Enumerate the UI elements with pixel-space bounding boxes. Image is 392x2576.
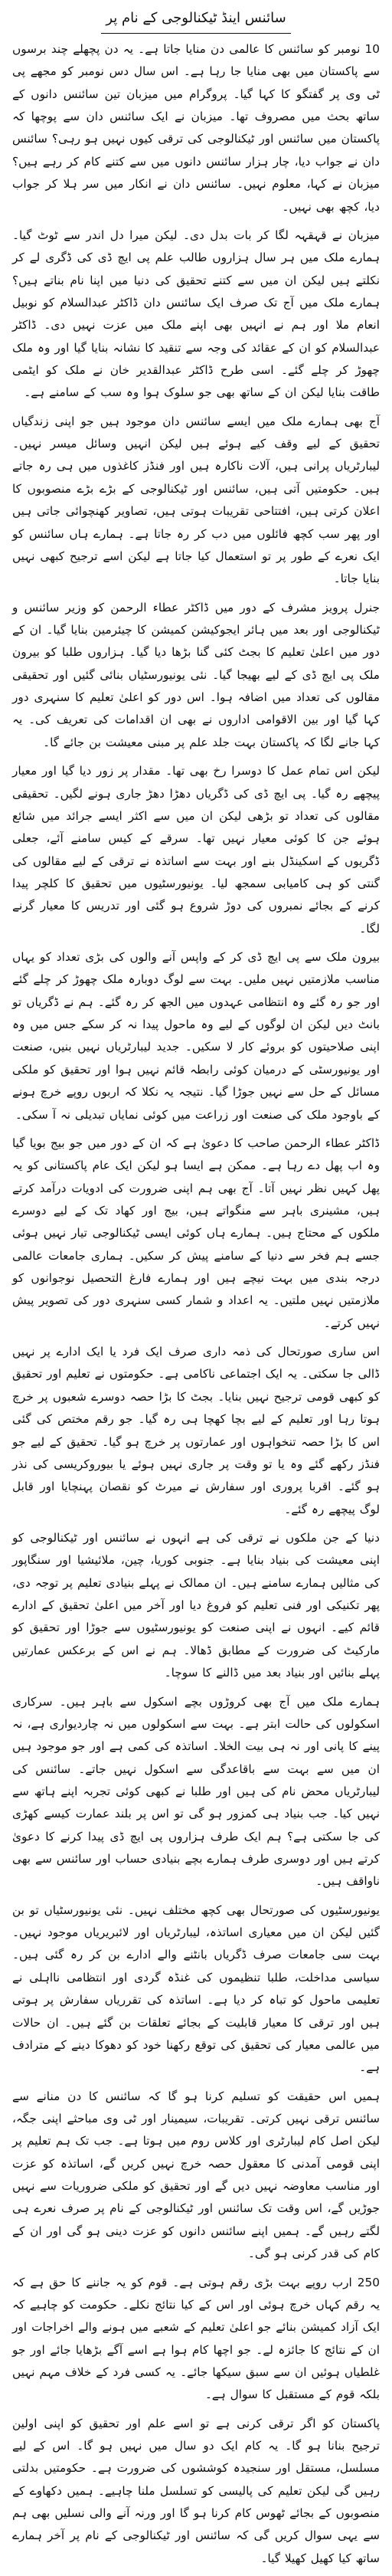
paragraph: آج بھی ہمارے ملک میں ایسے سائنس دان موجود ہیں جو اپنی زندگیاں تحقیق کے لیے وقف کیے ہوئے ہیں لیکن انہیں وسائل میسر نہیں۔ لیبارٹریاں پرانی ہیں، آلات ناکارہ ہیں اور فنڈز کاغذوں میں ہی رہ جاتے ہیں۔ حکومتیں آتی ہیں، سائنس اور ٹیکنالوجی کے بڑے بڑے منصوبوں کا اعلان کرتی ہیں، افتتاحی تقریبات ہوتی ہیں، تصاویر کھنچوائی جاتی ہیں اور پھر سب کچھ فائلوں میں دب کر رہ جاتا ہے۔ ہمارے ہاں سائنس کو ایک نعرے کے طور پر تو استعمال کیا جاتا ہے لیکن اسے ترجیح کبھی نہیں بنایا جاتا۔ [12, 414, 380, 586]
paragraph: اس ساری صورتحال کی ذمہ داری صرف ایک فرد یا ایک ادارے پر نہیں ڈالی جا سکتی۔ یہ ایک اجتماعی ناکامی ہے۔ حکومتوں نے تعلیم اور تحقیق کو کبھی قومی ترجیح نہیں بنایا۔ بجٹ کا بڑا حصہ دوسرے شعبوں پر خرچ ہوتا رہا اور تعلیم کے لیے بچا کھچا ہی رہ گیا۔ جو رقم مختص کی گئی اس کا بڑا حصہ تنخواہوں اور عمارتوں پر خرچ ہو گیا۔ تحقیق کے لیے جو فنڈز رکھے گئے وہ یا تو وقت پر جاری نہیں ہوئے یا بیوروکریسی کی نذر ہو گئے۔ اقربا پروری اور سفارش نے میرٹ کو نقصان پہنچایا اور قابل لوگ پیچھے رہ گئے۔ [12, 1345, 380, 1516]
paragraph: دنیا کے جن ملکوں نے ترقی کی ہے انہوں نے سائنس اور ٹیکنالوجی کو اپنی معیشت کی بنیاد بنایا ہے۔ جنوبی کوریا، چین، ملائیشیا اور سنگاپور کی مثالیں ہمارے سامنے ہیں۔ ان ممالک نے پہلے بنیادی تعلیم پر توجہ دی، پھر تکنیکی اور فنی تعلیم کو فروغ دیا اور آخر میں اعلیٰ تحقیق کے ادارے قائم کیے۔ انہوں نے اپنی صنعت کو یونیورسٹیوں سے جوڑا اور تحقیق کو مارکیٹ کی ضرورت کے مطابق ڈھالا۔ ہم نے اس کے برعکس عمارتیں پہلے بنائیں اور بنیاد بعد میں ڈالنے کا سوچا۔ [12, 1531, 380, 1680]
headline-box [101, 6, 290, 34]
paragraph: ہمارے ملک میں آج بھی کروڑوں بچے اسکول سے باہر ہیں۔ سرکاری اسکولوں کی حالت ابتر ہے۔ بہت سے اسکولوں میں نہ چاردیواری ہے، نہ پینے کا پانی اور نہ ہی بیت الخلا۔ اساتذہ کی کمی ہے اور جو موجود ہیں ان میں سے بہت سے باقاعدگی سے اسکول نہیں جاتے۔ سائنس کی لیبارٹریاں محض نام کی ہیں اور طلبا نے کبھی کوئی تجربہ اپنے ہاتھ سے نہیں کیا۔ جب بنیاد ہی کمزور ہو گی تو اس پر بلند عمارت کیسے کھڑی کی جا سکتی ہے؟ ہم ایک طرف ہزاروں پی ایچ ڈی پیدا کرنے کا دعویٰ کرتے ہیں اور دوسری طرف ہمارے بچے بنیادی حساب اور سائنس سے بھی ناواقف ہیں۔ [12, 1694, 380, 1889]
paragraph: لیکن اس تمام عمل کا دوسرا رخ بھی تھا۔ مقدار پر زور دیا گیا اور معیار پیچھے رہ گیا۔ پی ایچ ڈی کی ڈگریاں دھڑا دھڑ جاری ہونے لگیں۔ تحقیقی مقالوں کی تعداد تو بڑھی لیکن ان میں سے اکثر ایسے جرائد میں شائع ہوئے جن کا کوئی معیار نہیں تھا۔ سرقے کے کیس سامنے آئے، جعلی ڈگریوں کے اسکینڈل بنے اور بہت سے اساتذہ نے ترقی کے لیے مقالوں کی گنتی کو ہی کامیابی سمجھ لیا۔ یونیورسٹیوں میں تحقیق کا کلچر پیدا کرنے کے بجائے نمبروں کی دوڑ شروع ہو گئی اور تدریس کا معیار گرنے لگا۔ [12, 764, 380, 936]
paragraph: جنرل پرویز مشرف کے دور میں ڈاکٹر عطاء الرحمن کو وزیر سائنس و ٹیکنالوجی اور بعد میں ہائر ایجوکیشن کمیشن کا چیئرمین بنایا گیا۔ ان کے دور میں اعلیٰ تعلیم کا بجٹ کئی گنا بڑھا دیا گیا۔ ہزاروں طلبا کو بیرون ملک پی ایچ ڈی کے لیے بھیجا گیا۔ نئی یونیورسٹیاں بنائی گئیں اور تحقیقی مقالوں کی تعداد میں اضافہ ہوا۔ اس دور کو اعلیٰ تعلیم کا سنہری دور کہا گیا اور بین الاقوامی اداروں نے بھی ان اقدامات کی تعریف کی۔ یہ کہا جانے لگا کہ پاکستان بہت جلد علم پر مبنی معیشت بن جائے گا۔ [12, 600, 380, 749]
paragraph: بیرون ملک سے پی ایچ ڈی کر کے واپس آنے والوں کی بڑی تعداد کو یہاں مناسب ملازمتیں نہیں ملیں۔ بہت سے لوگ دوبارہ ملک چھوڑ کر چلے گئے اور جو رہ گئے وہ انتظامی عہدوں میں الجھ کر رہ گئے۔ ہم نے ڈگریاں تو بانٹ دیں لیکن ان لوگوں کے لیے وہ ماحول پیدا نہ کر سکے جس میں وہ اپنی صلاحیتوں کو بروئے کار لا سکیں۔ جدید لیبارٹریاں نہیں بنیں، صنعت اور یونیورسٹی کے درمیان کوئی رابطہ قائم نہیں ہوا اور تحقیق کو ملکی مسائل کے حل سے نہیں جوڑا گیا۔ نتیجہ یہ نکلا کہ اربوں روپے خرچ ہونے کے باوجود ملک کی صنعت اور زراعت میں کوئی نمایاں تبدیلی نہ آ سکی۔ [12, 950, 380, 1122]
paragraph: 10 نومبر کو سائنس کا عالمی دن منایا جاتا ہے۔ یہ دن پچھلے چند برسوں سے پاکستان میں بھی منایا جا رہا ہے۔ اس سال دس نومبر کو مجھے پی ٹی وی پر گفتگو کا کہا گیا۔ پروگرام میں میزبان تین سائنس دانوں کے ساتھ بحث میں مصروف تھا۔ میزبان نے ایک سائنس دان سے پوچھا کہ پاکستان میں سائنس اور ٹیکنالوجی کی ترقی کیوں نہیں ہو رہی؟ سائنس دان نے جواب دیا، چار ہزار سائنس دانوں میں سے کتنے کام کر رہے ہیں؟ میزبان نے کہا، معلوم نہیں۔ سائنس دان نے انکار میں سر ہلا کر جواب دیا، کچھ بھی نہیں۔ [12, 42, 380, 214]
paragraph: میزبان نے قہقہہ لگا کر بات بدل دی۔ لیکن میرا دل اندر سے ٹوٹ گیا۔ ہمارے ملک میں ہر سال ہزاروں طالب علم پی ایچ ڈی کی ڈگری لے کر نکلتے ہیں لیکن ان میں سے کتنے تحقیق کی دنیا میں اپنا نام بناتے ہیں؟ ہمارے ملک میں آج تک صرف ایک سائنس دان ڈاکٹر عبدالسلام کو نوبیل انعام ملا اور ہم نے انہیں بھی اپنے ملک میں عزت نہیں دی۔ ڈاکٹر عبدالسلام کو ان کے عقائد کی وجہ سے تنقید کا نشانہ بنایا گیا اور وہ ملک چھوڑ کر چلے گئے۔ اسی طرح ڈاکٹر عبدالقدیر خان نے ملک کو ایٹمی طاقت بنایا لیکن ان کے ساتھ بھی جو سلوک ہوا وہ سب کے سامنے ہے۔ [12, 228, 380, 400]
paragraph: ڈاکٹر عطاء الرحمن صاحب کا دعویٰ ہے کہ ان کے دور میں جو بیج بویا گیا وہ اب پھل دے رہا ہے۔ ممکن ہے ایسا ہو لیکن ایک عام پاکستانی کو یہ پھل کہیں نظر نہیں آتا۔ آج بھی ہم اپنی ضرورت کی ادویات درآمد کرتے ہیں، مشینری باہر سے منگواتے ہیں، بیج اور کھاد تک کے لیے دوسرے ملکوں کے محتاج ہیں۔ ہمارے ہاں کوئی ایسی ٹیکنالوجی تیار نہیں ہوئی جسے ہم فخر سے دنیا کے سامنے پیش کر سکیں۔ ہماری جامعات عالمی درجہ بندی میں بہت نیچے ہیں اور ہمارے فارغ التحصیل نوجوانوں کو ملازمتیں نہیں ملتیں۔ یہ اعداد و شمار کسی سنہری دور کی تصویر پیش نہیں کرتے۔ [12, 1136, 380, 1330]
paragraph: ہمیں اس حقیقت کو تسلیم کرنا ہو گا کہ سائنس کا دن منانے سے سائنس ترقی نہیں کرتی۔ تقریبات، سیمینار اور ٹی وی مباحثے اپنی جگہ، لیکن اصل کام لیبارٹری اور کلاس روم میں ہوتا ہے۔ جب تک ہم تعلیم پر اپنی قومی آمدنی کا معقول حصہ خرچ نہیں کریں گے، اساتذہ کو عزت اور مناسب معاوضہ نہیں دیں گے اور تحقیق کو ملکی ضروریات سے نہیں جوڑیں گے، اس وقت تک سائنس اور ٹیکنالوجی کے نام پر صرف نعرے ہی لگتے رہیں گے۔ ہمیں اپنے سائنس دانوں کو عزت دینی ہو گی اور ان کے کام کی قدر کرنی ہو گی۔ [12, 2089, 380, 2261]
headline: سائنس اینڈ ٹیکنالوجی کے نام پر [106, 10, 286, 26]
paragraph: پاکستان کو اگر ترقی کرنی ہے تو اسے علم اور تحقیق کو اپنی اولین ترجیح بنانا ہو گا۔ یہ کام ایک دو سال میں نہیں ہو گا۔ اس کے لیے مسلسل، مستقل اور سنجیدہ کوششوں کی ضرورت ہے۔ حکومتیں بدلتی رہیں گی لیکن تعلیم کی پالیسی کو تسلسل ملنا چاہیے۔ ہمیں دکھاوے کے منصوبوں کے بجائے ٹھوس کام کرنا ہو گا اور ورنہ آنے والی نسلیں بھی ہم سے یہی سوال کریں گی کہ سائنس اور ٹیکنالوجی کے نام پر آخر ہمارے ساتھ کیا کھیل کھیلا گیا۔ [12, 2416, 380, 2565]
article-body [12, 38, 380, 2576]
paragraph: یونیورسٹیوں کی صورتحال بھی کچھ مختلف نہیں۔ نئی یونیورسٹیاں تو بن گئیں لیکن ان میں معیاری اساتذہ، لیبارٹریاں اور لائبریریاں موجود نہیں۔ بہت سی جامعات صرف ڈگریاں بانٹنے والے ادارے بن کر رہ گئی ہیں۔ سیاسی مداخلت، طلبا تنظیموں کی غنڈہ گردی اور انتظامی نااہلی نے تعلیمی ماحول کو تباہ کر دیا ہے۔ اساتذہ کی تقرریاں سفارش پر ہوتی ہیں اور ترقی کا معیار قابلیت کے بجائے تعلقات بن گئے ہیں۔ ان حالات میں عالمی معیار کی تحقیق کی توقع رکھنا خود کو دھوکا دینے کے مترادف ہے۔ [12, 1903, 380, 2075]
paragraph: 250 ارب روپے بہت بڑی رقم ہوتی ہے۔ قوم کو یہ جاننے کا حق ہے کہ یہ رقم کہاں خرچ ہوئی اور اس کے کیا نتائج نکلے۔ حکومت کو چاہیے کہ ایک آزاد کمیشن بنائے جو اعلیٰ تعلیم کے شعبے میں ہونے والے اخراجات اور ان کے نتائج کا جائزہ لے۔ جو اچھا کام ہوا ہے اسے آگے بڑھایا جائے اور جو غلطیاں ہوئیں ان سے سبق سیکھا جائے۔ یہ کسی فرد کے خلاف مہم نہیں بلکہ قوم کے مستقبل کا سوال ہے۔ [12, 2275, 380, 2402]
